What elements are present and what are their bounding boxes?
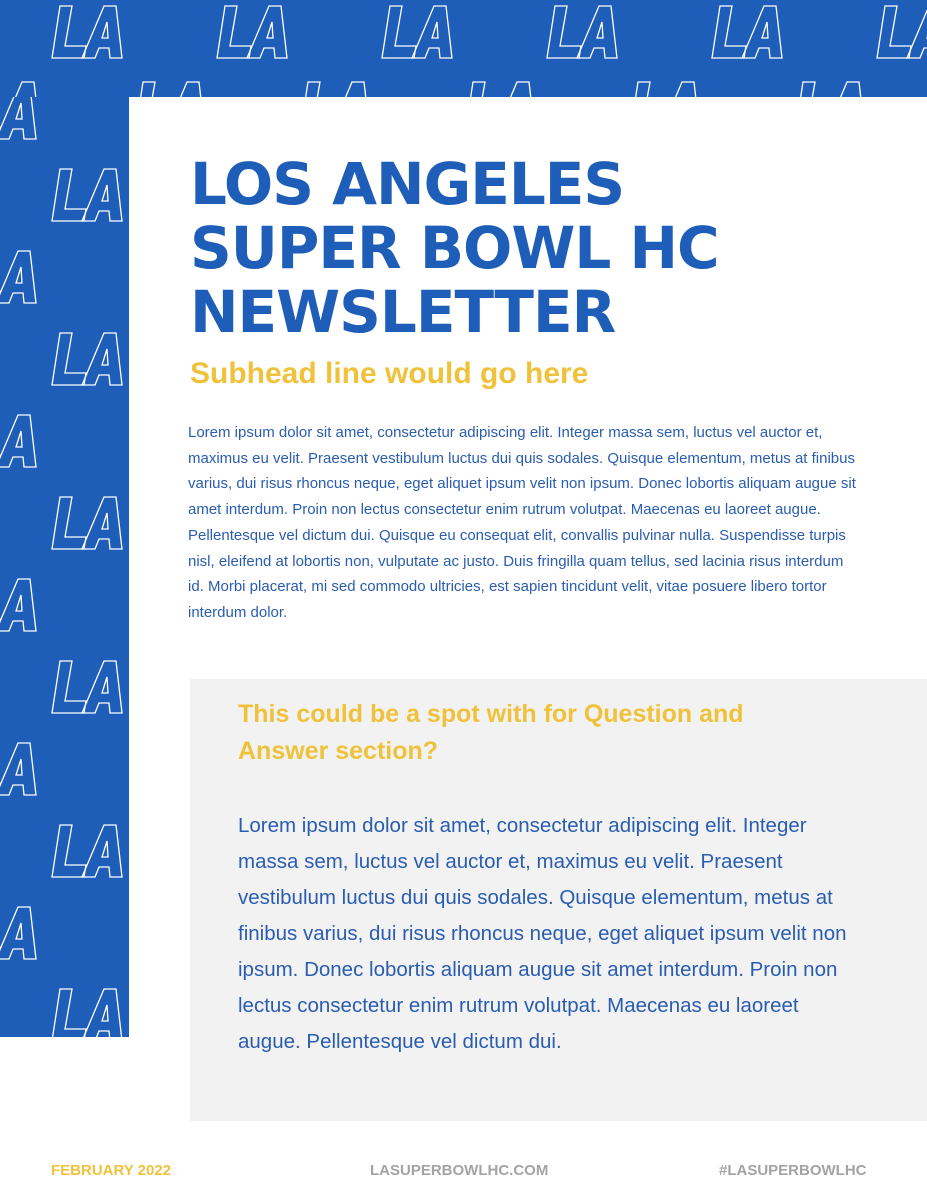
la-monogram-icon — [0, 579, 36, 631]
la-monogram-icon — [52, 989, 122, 1037]
la-monogram-icon — [465, 82, 535, 97]
la-monogram-icon — [712, 6, 782, 58]
title-line-2: SUPER BOWL HC — [190, 214, 719, 282]
la-monogram-icon — [547, 6, 617, 58]
qa-body: Lorem ipsum dolor sit amet, consectetur adipiscing elit. Integer massa sem, luctus vel auctor et, maximus eu velit. Praesent vestibulum luctus dui quis sodales. Quisque elementum, metus at finibus varius, dui risus rhoncus neque, eget aliquet ipsum velit non ipsum. Donec lobortis aliquam augue sit amet interdum. Proin non lectus consectetur enim rutrum volutpat. Maecenas eu laoreet augue. Pellentesque vel dictum dui. — [238, 814, 847, 1053]
la-pattern-side-band — [0, 97, 129, 1037]
la-monogram-icon — [382, 6, 452, 58]
la-monogram-icon — [795, 82, 865, 97]
footer-hashtag: #LASUPERBOWLHC — [719, 1162, 867, 1179]
la-monogram-icon — [52, 825, 122, 877]
la-monogram-icon — [0, 251, 36, 303]
la-monogram-icon — [52, 6, 122, 58]
la-monogram-icon — [0, 97, 36, 139]
la-monogram-icon — [52, 169, 122, 221]
la-pattern-side-svg — [0, 97, 129, 1037]
la-monogram-icon — [217, 6, 287, 58]
la-monogram-icon — [630, 82, 700, 97]
la-monogram-icon — [877, 6, 927, 58]
subhead: Subhead line would go here — [190, 357, 589, 390]
la-monogram-icon — [135, 82, 205, 97]
qa-heading: This could be a spot with for Question and Answer section? — [238, 700, 744, 765]
qa-section — [190, 679, 927, 1121]
la-monogram-icon — [0, 415, 36, 467]
la-monogram-icon — [300, 82, 370, 97]
title-line-1: LOS ANGELES — [190, 150, 625, 218]
intro-paragraph: Lorem ipsum dolor sit amet, consectetur adipiscing elit. Integer massa sem, luctus vel auctor et, maximus eu velit. Praesent vestibulum luctus dui quis sodales. Quisque elementum, metus at finibus varius, dui risus rhoncus neque, eget aliquet ipsum velit non ipsum. Donec lobortis aliquam augue sit amet interdum. Proin non lectus consectetur enim rutrum volutpat. Maecenas eu laoreet augue. Pellentesque vel dictum dui. Quisque eu consequat elit, convallis pulvinar nulla. Suspendisse turpis nisl, eleifend at lobortis non, vulputate ac justo. Duis fringilla quam tellus, sed lacinia risus interdum id. Morbi placerat, mi sed commodo ultricies, est sapien tincidunt velit, vitae posuere libero tortor interdum dolor. — [188, 424, 856, 621]
newsletter-title — [190, 152, 850, 344]
la-monogram-icon — [0, 743, 36, 795]
la-monogram-icon — [0, 82, 40, 97]
la-monogram-icon — [0, 907, 36, 959]
la-monogram-icon — [52, 333, 122, 385]
la-pattern-top-svg — [0, 0, 927, 97]
footer-date: FEBRUARY 2022 — [51, 1162, 172, 1179]
footer-website-link[interactable]: LASUPERBOWLHC.COM — [370, 1162, 549, 1179]
title-line-3: NEWSLETTER — [190, 278, 616, 346]
la-monogram-icon — [52, 661, 122, 713]
la-monogram-icon — [52, 497, 122, 549]
la-pattern-top-band — [0, 0, 927, 97]
